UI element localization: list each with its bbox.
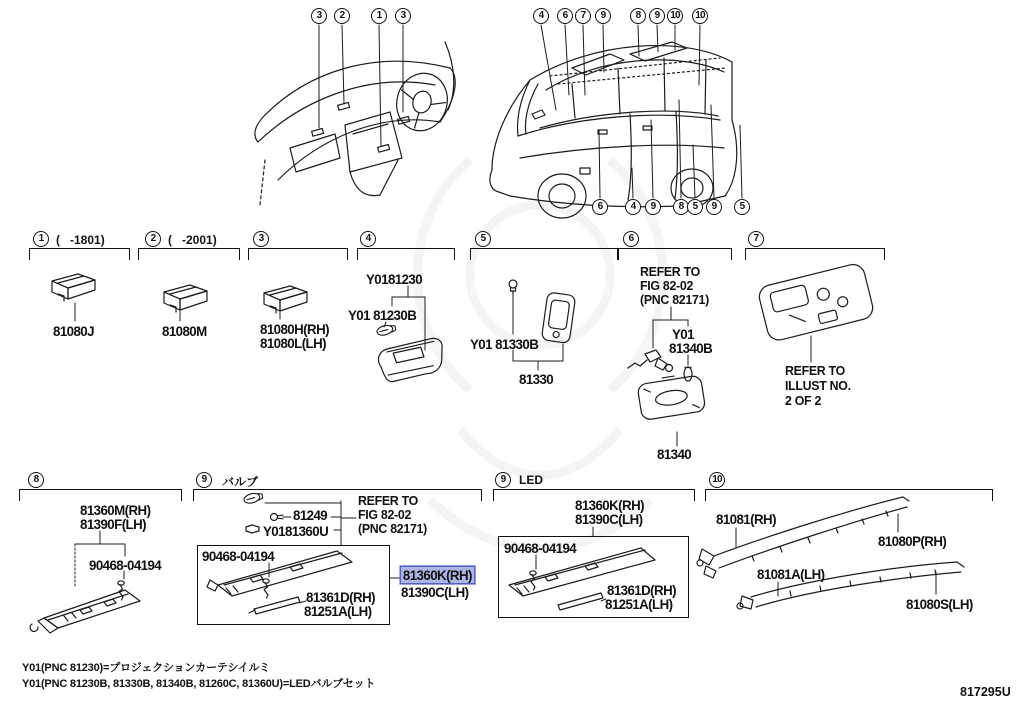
callout-3b: 3 [395,8,411,24]
refer-illust-line3: 2 OF 2 [785,393,822,408]
screw-number-90468: 90468-04194 [89,557,162,573]
part-81080J-drawing [52,274,95,301]
part-number-Y0181360U: Y0181360U [263,523,329,539]
part-number-81080J: 81080J [53,323,94,339]
part-number-Y0181230B: Y01 81230B [348,307,417,323]
part-number-81080S-LH: 81080S(LH) [906,596,973,612]
section2-range: ( -2001) [168,233,217,247]
part-number-81360M-RH: 81360M(RH) [80,502,151,518]
refer-text-line2: FIG 82-02 [640,278,694,293]
bulb-81230B-drawing [376,323,397,337]
refer-text9-line1: REFER TO [358,493,418,508]
overhead-console-drawing [757,262,875,342]
part-number-81330: 81330 [519,371,554,387]
part-prefix-Y01: Y01 [672,326,694,342]
bulb-81249-icon [271,514,284,521]
footnote-line1: Y01(PNC 81230)=プロジェクションカーテシイルミ [22,662,270,674]
part-number-81080M: 81080M [162,323,207,339]
document-number: 817295U [960,685,1011,699]
screw-number-90468-c: 90468-04194 [504,540,577,556]
refer-text9-line3: (PNC 82171) [358,521,427,536]
section6-number: 6 [623,231,639,247]
lamp-81360M-drawing [30,590,140,633]
section9-led-title: LED [519,473,543,487]
section1-number: 1 [33,231,49,247]
callout-5-bottom: 5 [687,199,703,215]
callout-5b-bottom: 5 [734,199,750,215]
callout-3: 3 [311,8,327,24]
callout-9b: 9 [649,8,665,24]
refer-illust-line2: ILLUST NO. [785,378,851,393]
section9-bulb-number: 9 [196,472,212,488]
callout-4: 4 [533,8,549,24]
section10-number: 10 [709,472,725,488]
part-number-81340B: 81340B [669,340,713,356]
refer-text-line3: (PNC 82171) [640,292,709,307]
part-number-81081A-LH: 81081A(LH) [757,566,825,582]
section7-number: 7 [748,231,764,247]
section1-bracket [29,248,130,260]
part-number-81390F-LH: 81390F(LH) [80,516,147,532]
section3-bracket [248,248,348,260]
section6-bracket [618,248,732,260]
callout-10: 10 [667,8,683,24]
section9-bulb-title: バルブ [222,475,259,489]
section8-number: 8 [28,472,44,488]
callout-1: 1 [371,8,387,24]
bulb-wedge-icon [246,525,259,533]
callout-8: 8 [630,8,646,24]
lamp-81330-drawing [541,292,575,343]
bulb-81330B-drawing [509,280,517,294]
footnote-line2: Y01(PNC 81230B, 81330B, 81340B, 81260C, 81360U)=LEDバルブセット [22,678,376,690]
part-number-81080L-LH: 81080L(LH) [260,335,327,351]
section10-bracket [705,489,993,501]
callout-8-bottom: 8 [673,199,689,215]
section1-range: ( -1801) [56,233,105,247]
screw-number-90468-b: 90468-04194 [202,548,275,564]
part-number-Y0181230: Y0181230 [366,271,423,287]
section9-led-number: 9 [495,472,511,488]
part-number-81360K-RH-highlighted[interactable]: 81360K(RH) [402,567,472,583]
part-81080M-drawing [164,285,207,312]
section8-bracket [19,489,182,501]
part-number-81249: 81249 [293,507,328,523]
section5-number: 5 [475,231,491,247]
part-number-81340: 81340 [657,446,692,462]
callout-4-bottom: 4 [625,199,641,215]
bulb-81340B-drawing [684,367,692,381]
section7-bracket [745,248,885,260]
section2-number: 2 [145,231,161,247]
part-number-81390C-LH: 81390C(LH) [401,584,469,600]
callout-2: 2 [334,8,350,24]
part-number-81251A-LH-led: 81251A(LH) [605,596,673,612]
part-number-81081-RH: 81081(RH) [716,511,776,527]
section9-bulb-bracket [193,489,482,501]
part-number-81251A-LH: 81251A(LH) [304,603,372,619]
section5-bracket [470,248,618,260]
part-81080H-drawing [264,286,307,313]
part-number-81361D-RH-led: 81361D(RH) [607,582,676,598]
section4-bracket [357,248,455,260]
refer-text9-line2: FIG 82-02 [358,507,412,522]
section4-number: 4 [360,231,376,247]
callout-6: 6 [557,8,573,24]
part-number-81360K-RH-led: 81360K(RH) [575,497,644,513]
part-number-81390C-LH-led: 81390C(LH) [575,511,643,527]
callout-9: 9 [595,8,611,24]
section2-bracket [138,248,240,260]
callout-9b-bottom: 9 [706,199,722,215]
part-number-81080P-RH: 81080P(RH) [878,533,947,549]
part-number-Y0181330B: Y01 81330B [470,336,539,352]
refer-text-line1: REFER TO [640,264,700,279]
callout-10b: 10 [692,8,708,24]
part-number-81361D-RH: 81361D(RH) [306,589,375,605]
part-number-81080H-RH: 81080H(RH) [260,321,329,337]
callout-6-bottom: 6 [592,199,608,215]
section3-number: 3 [253,231,269,247]
refer-illust-line1: REFER TO [785,363,845,378]
dashboard-illustration [255,42,455,205]
callout-7: 7 [575,8,591,24]
lamp-81340-drawing [637,372,706,421]
callout-9-bottom: 9 [645,199,661,215]
